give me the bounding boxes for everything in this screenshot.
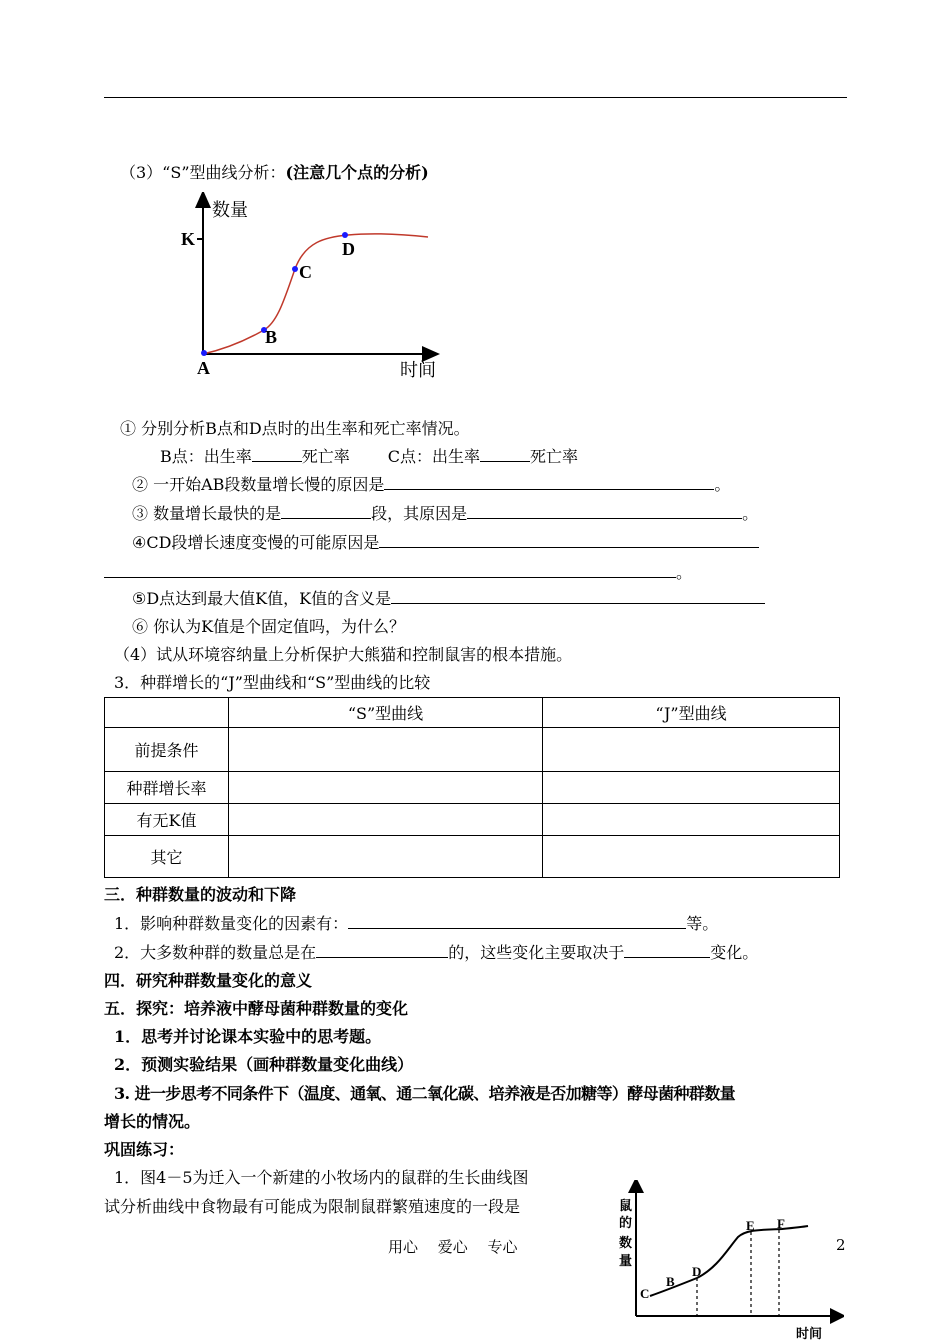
item-3: ③ 数量增长最快的是 段，其原因是 。 <box>132 504 759 523</box>
table-cell <box>229 728 543 772</box>
item-1-detail: B点：出生率 死亡率 C点：出生率 死亡率 <box>160 447 579 466</box>
row-label: 有无K值 <box>105 804 229 836</box>
table-cell <box>229 836 543 878</box>
blank-cd-reason-2 <box>104 562 676 578</box>
q3-heading-note: (注意几个点的分析) <box>285 163 429 182</box>
label-d: D <box>692 1264 702 1279</box>
y-label-char: 数 <box>619 1236 633 1251</box>
label-a: A <box>197 358 210 378</box>
table-cell <box>543 772 840 804</box>
x-axis-label: 时间 <box>796 1327 823 1342</box>
row-label: 种群增长率 <box>105 772 229 804</box>
part-4-title: 四．研究种群数量变化的意义 <box>104 971 313 990</box>
s-curve-chart <box>170 192 460 384</box>
table-row <box>105 804 840 836</box>
blank-k-meaning <box>391 588 765 604</box>
section-3-title: 3．种群增长的“J”型曲线和“S”型曲线的比较 <box>114 673 431 692</box>
blank-c-birth <box>480 446 530 462</box>
table-header-cell: “S”型曲线 <box>229 698 543 728</box>
y-label-char: 鼠 <box>619 1199 633 1214</box>
label-e: E <box>746 1218 755 1233</box>
blank-ab-reason <box>384 474 714 490</box>
blank-fluctuation <box>316 942 448 958</box>
part-3-line-2: 2．大多数种群的数量总是在 的，这些变化主要取决于 变化。 <box>114 943 759 962</box>
part-3-title: 三．种群数量的波动和下降 <box>104 885 297 904</box>
footer-motto: 用心 爱心 专心 <box>388 1238 518 1256</box>
label-b: B <box>265 327 278 347</box>
table-header-cell <box>105 698 229 728</box>
label-b: B <box>666 1274 675 1289</box>
y-label-char: 量 <box>619 1254 633 1269</box>
table-cell <box>543 836 840 878</box>
blank-b-birth <box>252 446 302 462</box>
part-5-line-2: 2．预测实验结果（画种群数量变化曲线） <box>114 1055 414 1074</box>
y-label-char: 的 <box>619 1216 633 1231</box>
item-4: ④CD段增长速度变慢的可能原因是 <box>132 530 759 553</box>
table-cell <box>229 772 543 804</box>
part-5-line-3b: 增长的情况。 <box>104 1112 201 1131</box>
table-cell <box>543 804 840 836</box>
point-a <box>201 350 207 356</box>
part-3-line-1: 1．影响种群数量变化的因素有： 等。 <box>114 914 719 933</box>
table-header-cell: “J”型曲线 <box>543 698 840 728</box>
table-cell <box>543 728 840 772</box>
practice-title: 巩固练习： <box>104 1140 185 1159</box>
item-6: ⑥ 你认为K值是个固定值吗，为什么？ <box>132 617 406 636</box>
table-header-row <box>105 698 840 728</box>
part-5-title: 五．探究：培养液中酵母菌种群数量的变化 <box>104 999 409 1018</box>
blank-fastest-reason <box>467 503 742 519</box>
comparison-table <box>104 697 840 878</box>
label-d: D <box>342 239 355 259</box>
item-4-continued: 。 <box>104 560 692 583</box>
part-5-line-3: 3. 进一步思考不同条件下（温度、通氧、通二氧化碳、培养液是否加糖等）酵母菌种群数量 <box>114 1084 736 1103</box>
item-1: ① 分别分析B点和D点时的出生率和死亡率情况。 <box>120 419 470 438</box>
blank-depends-on <box>624 942 710 958</box>
point-d <box>342 232 348 238</box>
question-4: （4）试从环境容纳量上分析保护大熊猫和控制鼠害的根本措施。 <box>114 645 573 664</box>
table-cell <box>229 804 543 836</box>
y-axis-label: 数量 <box>212 200 248 221</box>
blank-factors <box>348 913 686 929</box>
label-c: C <box>640 1286 650 1301</box>
header-rule <box>104 97 847 98</box>
label-f: F <box>777 1216 785 1231</box>
blank-fastest-segment <box>281 503 371 519</box>
page-number: 2 <box>836 1236 846 1254</box>
row-label: 其它 <box>105 836 229 878</box>
k-label: K <box>181 229 196 249</box>
table-row <box>105 728 840 772</box>
q3-heading-text: （3）“S”型曲线分析： <box>120 163 286 182</box>
s-curve-line <box>203 234 428 354</box>
part-5-line-1: 1．思考并讨论课本实验中的思考题。 <box>114 1027 382 1046</box>
x-axis-label: 时间 <box>400 360 436 381</box>
mouse-growth-chart <box>612 1180 844 1342</box>
table-row <box>105 772 840 804</box>
row-label: 前提条件 <box>105 728 229 772</box>
item-5: ⑤D点达到最大值K值，K值的含义是 <box>132 586 765 609</box>
table-row <box>105 836 840 878</box>
practice-q1-line-1: 1．图4－5为迁入一个新建的小牧场内的鼠群的生长曲线图 <box>114 1168 529 1187</box>
label-c: C <box>299 262 312 282</box>
item-2: ② 一开始AB段数量增长慢的原因是 。 <box>132 475 731 494</box>
q3-heading <box>120 160 429 183</box>
blank-cd-reason <box>379 532 759 548</box>
practice-q1-line-2: 试分析曲线中食物最有可能成为限制鼠群繁殖速度的一段是 <box>104 1197 521 1216</box>
point-c <box>292 266 298 272</box>
